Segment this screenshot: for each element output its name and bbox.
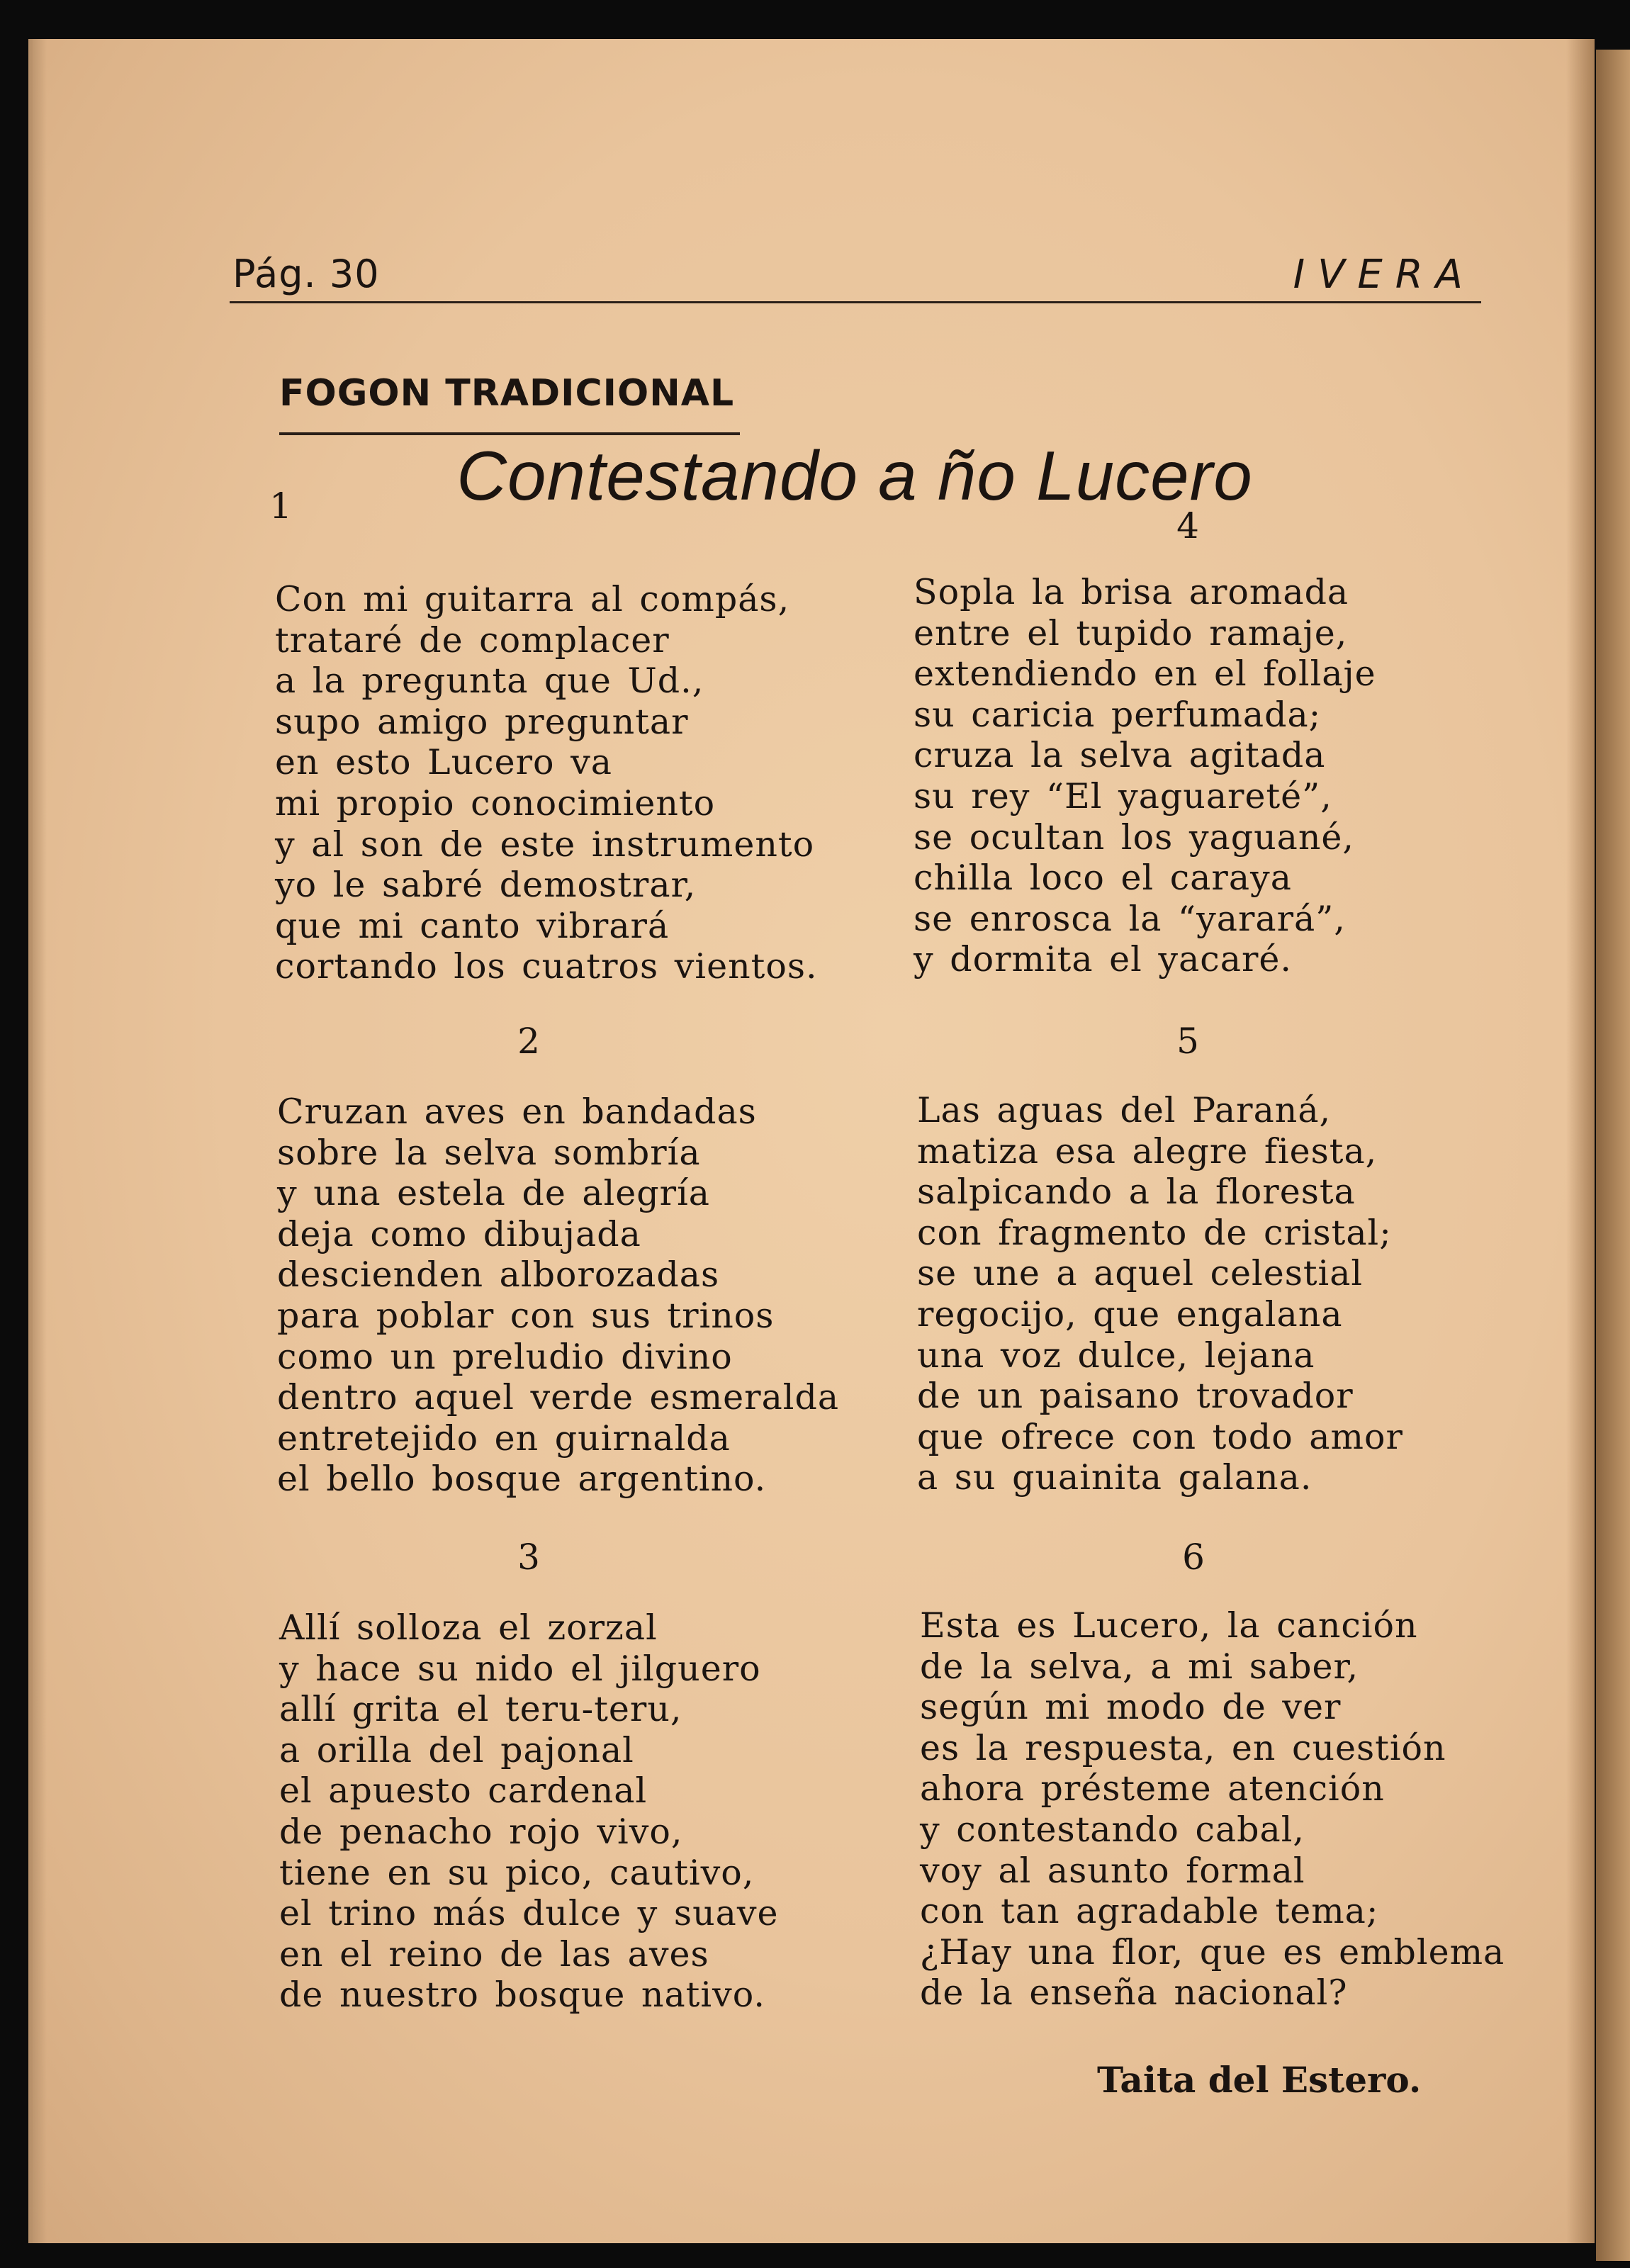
stanza-number-5: 5 xyxy=(1176,1021,1199,1062)
verse-line: descienden alborozadas xyxy=(277,1254,720,1296)
verse-line: matiza esa alegre fiesta, xyxy=(917,1130,1378,1172)
stanza-number-1: 1 xyxy=(269,485,292,527)
verse-line: entre el tupido ramaje, xyxy=(914,612,1348,653)
verse-line: con fragmento de cristal; xyxy=(917,1212,1392,1253)
verse-line: es la respuesta, en cuestión xyxy=(920,1727,1446,1768)
verse-line: a la pregunta que Ud., xyxy=(275,661,704,702)
stanza-5 xyxy=(917,1090,1403,1498)
stanza-number-2: 2 xyxy=(517,1021,540,1062)
magazine-page xyxy=(28,39,1595,2243)
verse-line: de nuestro bosque nativo. xyxy=(279,1975,765,2016)
verse-line: se une a aquel celestial xyxy=(917,1253,1364,1294)
verse-line: Las aguas del Paraná, xyxy=(917,1090,1332,1130)
verse-line: supo amigo preguntar xyxy=(275,701,689,742)
stanza-3 xyxy=(279,1607,779,2016)
verse-line: a su guainita galana. xyxy=(917,1457,1313,1498)
verse-line: en esto Lucero va xyxy=(275,742,612,783)
verse-line: Sopla la brisa aromada xyxy=(914,572,1349,612)
verse-line: ¿Hay una flor, que es emblema xyxy=(920,1931,1505,1972)
verse-line: mi propio conocimiento xyxy=(275,782,716,824)
verse-line: el apuesto cardenal xyxy=(279,1770,648,1812)
verse-line: según mi modo de ver xyxy=(920,1687,1342,1728)
verse-line: de la selva, a mi saber, xyxy=(920,1646,1359,1687)
verse-line: que mi canto vibrará xyxy=(275,905,670,946)
stanza-number-6: 6 xyxy=(1182,1537,1205,1578)
verse-line: se enrosca la “yarará”, xyxy=(914,898,1346,939)
verse-line: yo le sabré demostrar, xyxy=(275,865,697,906)
stanza-6 xyxy=(920,1605,1505,2014)
verse-line: para poblar con sus trinos xyxy=(277,1295,775,1336)
verse-line: su rey “El yaguareté”, xyxy=(914,775,1332,816)
verse-line: Allí solloza el zorzal xyxy=(279,1607,658,1648)
section-title-underline xyxy=(279,432,740,435)
verse-line: y dormita el yacaré. xyxy=(914,939,1292,980)
verse-line: como un preludio divino xyxy=(277,1336,733,1377)
verse-line: sobre la selva sombría xyxy=(277,1132,701,1173)
verse-line: de un paisano trovador xyxy=(917,1376,1354,1417)
verse-line: su caricia perfumada; xyxy=(914,694,1322,735)
author-signature: Taita del Estero. xyxy=(1097,2059,1422,2101)
verse-line: allí grita el teru-teru, xyxy=(279,1689,682,1730)
verse-line: se ocultan los yaguané, xyxy=(914,816,1354,858)
stanza-number-3: 3 xyxy=(517,1537,540,1578)
header-divider xyxy=(230,301,1481,303)
verse-line: dentro aquel verde esmeralda xyxy=(277,1377,840,1418)
verse-line: trataré de complacer xyxy=(275,619,670,661)
section-title: FOGON TRADICIONAL xyxy=(279,372,735,415)
verse-line: de la enseña nacional? xyxy=(920,1972,1348,2014)
verse-line: cortando los cuatros vientos. xyxy=(275,946,818,987)
verse-line: entretejido en guirnalda xyxy=(277,1418,731,1459)
verse-line: Con mi guitarra al compás, xyxy=(275,579,790,619)
page-number: Pág. 30 xyxy=(232,252,380,296)
verse-line: salpicando a la floresta xyxy=(917,1172,1356,1213)
stanza-number-4: 4 xyxy=(1176,505,1199,546)
verse-line: el trino más dulce y suave xyxy=(279,1893,779,1934)
verse-line: de penacho rojo vivo, xyxy=(279,1811,683,1852)
verse-line: Esta es Lucero, la canción xyxy=(920,1605,1418,1646)
stanza-2 xyxy=(277,1091,839,1500)
verse-line: regocijo, que engalana xyxy=(917,1293,1343,1335)
verse-line: con tan agradable tema; xyxy=(920,1891,1379,1932)
verse-line: deja como dibujada xyxy=(277,1213,641,1254)
magazine-title: IVERA xyxy=(1293,252,1476,298)
stanza-4 xyxy=(914,572,1376,980)
verse-line: extendiendo en el follaje xyxy=(914,653,1376,695)
verse-line: voy al asunto formal xyxy=(920,1850,1305,1891)
verse-line: en el reino de las aves xyxy=(279,1933,709,1975)
verse-line: ahora présteme atención xyxy=(920,1768,1385,1809)
verse-line: Cruzan aves en bandadas xyxy=(277,1091,757,1132)
poem-title: Contestando a ño Lucero xyxy=(456,437,1253,515)
verse-line: y hace su nido el jilguero xyxy=(279,1648,761,1689)
verse-line: que ofrece con todo amor xyxy=(917,1416,1403,1457)
verse-line: y una estela de alegría xyxy=(277,1173,710,1214)
verse-line: una voz dulce, lejana xyxy=(917,1335,1315,1376)
verse-line: a orilla del pajonal xyxy=(279,1729,634,1770)
verse-line: y al son de este instrumento xyxy=(275,824,815,865)
adjacent-page-edge xyxy=(1596,50,1630,2261)
verse-line: y contestando cabal, xyxy=(920,1809,1305,1850)
verse-line: tiene en su pico, cautivo, xyxy=(279,1852,755,1893)
stanza-1 xyxy=(275,579,818,987)
verse-line: el bello bosque argentino. xyxy=(277,1459,767,1500)
verse-line: cruza la selva agitada xyxy=(914,735,1326,776)
verse-line: chilla loco el caraya xyxy=(914,858,1292,899)
